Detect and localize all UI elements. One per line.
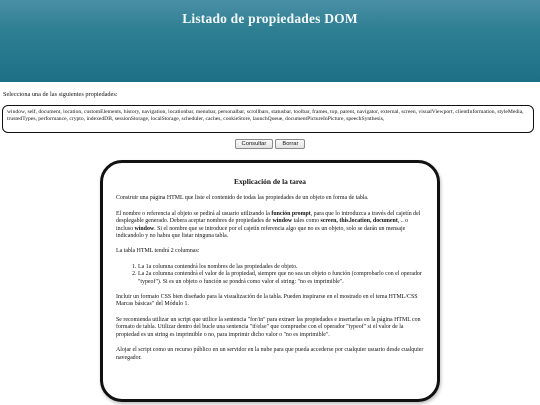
task-p2-bold: función prompt: [271, 210, 311, 217]
task-p2-bold: window: [134, 225, 155, 232]
properties-list-box[interactable]: [2, 105, 534, 133]
task-p2-bold: window: [272, 218, 293, 225]
task-paragraph-3: La tabla HTML tendrá 2 columnas:: [116, 248, 200, 255]
properties-prompt-label: Selecciona una de las siguientes propiedades:: [3, 91, 118, 98]
task-p2-text: . Si el nombre que se introduce por el cajetín referencia algo que no es un objeto, solo se darán un mensaje indicandolo y no habra que listar ninguna tabla.: [116, 225, 406, 240]
task-paragraph-6: Alojar el script como un recurso público en un servidor en la nube para que pueda accederse por cualquier usuario desde cualquier navegador.: [116, 347, 424, 361]
task-p2-bold: screen, this.location, document: [320, 218, 398, 225]
task-p2-text: El nombre o referencia al objeto se pedirá al usuario utilizando la: [116, 210, 272, 217]
task-title: Explicación de la tarea: [234, 177, 306, 186]
task-paragraph-1: Construir una página HTML que liste el contenido de todas las propiedades de un objeto en forma de tabla.: [116, 195, 369, 202]
list-item: 1. La 1a columna contendrá los nombres de las propiedades de objeto.: [138, 264, 424, 271]
task-column-list: [116, 264, 424, 286]
page-title: Listado de propiedades DOM: [182, 11, 358, 26]
task-paragraph-2: [116, 211, 424, 241]
properties-list-text: window, self, document, location, customElements, history, navigation, locationbar, menubar, personalbar, scrollbars, statusbar, toolbar, frames, top, parent, navigator, external, screen, visualViewport, clientInformation, styleMedia, trustedTypes, performance, crypto, indexedDB, sessionStorage, localStorage, scheduler, caches, cookieStore, launchQueue, documentPictureInPicture, speechSynthesis,: [7, 109, 524, 122]
consult-button[interactable]: Consultar: [235, 139, 274, 149]
task-paragraph-4: Incluir un formato CSS bien diseñado para la visualización de la tabla. Pueden inspirarse en el mostrado en el tema HTML/CSS Marcas básicas" del Módulo 1.: [116, 294, 418, 308]
button-row: [0, 139, 540, 149]
task-p2-text: , para que lo introduzca a través del cajetín del desplegable generado. Debera aceptar nombres de propiedades de: [116, 210, 421, 225]
clear-button[interactable]: Borrar: [275, 139, 305, 149]
task-paragraph-5: Se recomienda utilizar un script que utilice la sentencia "for/in" para extraer las propiedades e insertarlas en la página HTML con formato de tabla. Utilizar dentro del bucle una sentencia "if/else" que compruebe con el operador "typeof" si el valor de la propiedad es un string es imprimible o no, para imprimir dicho valor o "no es imprimible".: [116, 316, 421, 338]
header-banner: [0, 0, 540, 82]
list-item: 2. La 2a columna contendrá el valor de la propiedad, siempre que no sea un objeto o función (comprobarlo con el operador "typeof"). Si es un objeto o función se pondrá como valor el string: "no es imprimible".: [138, 271, 424, 286]
task-p2-text: , .. o incluso: [116, 218, 409, 232]
task-p2-text: tales como: [292, 218, 321, 225]
task-explanation-panel: [100, 160, 440, 402]
